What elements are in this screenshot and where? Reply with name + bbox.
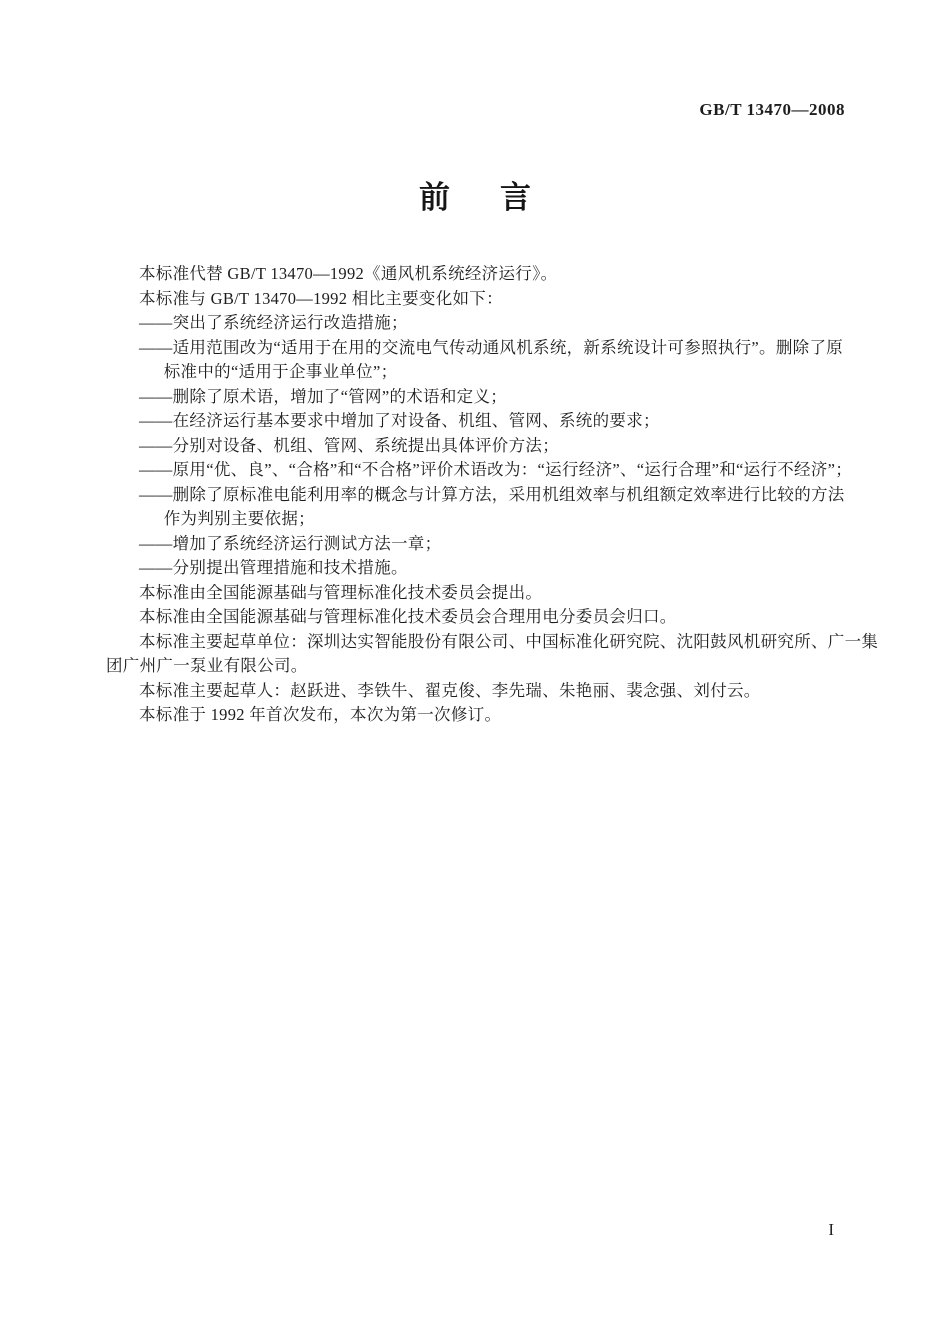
foreword-line: 本标准与 GB/T 13470—1992 相比主要变化如下： <box>139 288 503 308</box>
foreword-line: ——分别对设备、机组、管网、系统提出具体评价方法； <box>139 435 559 455</box>
foreword-line: ——适用范围改为“适用于在用的交流电气传动通风机系统，新系统设计可参照执行”。删除了原 <box>139 337 844 357</box>
foreword-title <box>0 172 950 217</box>
foreword-line: ——突出了系统经济运行改造措施； <box>139 313 408 332</box>
foreword-line: ——增加了系统经济运行测试方法一章； <box>139 533 442 553</box>
foreword-line: 本标准由全国能源基础与管理标准化技术委员会提出。 <box>139 582 543 602</box>
page-number: I <box>828 1220 834 1239</box>
foreword-line: ——删除了原术语，增加了“管网”的术语和定义； <box>139 386 508 406</box>
foreword-line: ——分别提出管理措施和技术措施。 <box>139 558 408 577</box>
foreword-line: 本标准代替 GB/T 13470—1992《通风机系统经济运行》。 <box>139 264 558 283</box>
foreword-line: 作为判别主要依据； <box>163 509 315 528</box>
foreword-line: 本标准由全国能源基础与管理标准化技术委员会合理用电分委员会归口。 <box>139 607 677 626</box>
standard-code: GB/T 13470—2008 <box>699 100 845 119</box>
foreword-line: 标准中的“适用于企事业单位”； <box>163 362 398 381</box>
foreword-line: 团广州广一泵业有限公司。 <box>106 656 308 675</box>
foreword-title-char-2: 言 <box>500 180 531 215</box>
foreword-title-char-1: 前 <box>419 180 450 215</box>
foreword-line: 本标准于 1992 年首次发布，本次为第一次修订。 <box>139 705 502 724</box>
foreword-line: 本标准主要起草人：赵跃进、李铁牛、翟克俊、李先瑞、朱艳丽、裴念强、刘付云。 <box>139 680 761 700</box>
foreword-line: 本标准主要起草单位：深圳达实智能股份有限公司、中国标准化研究院、沈阳鼓风机研究所、广一集 <box>139 631 879 651</box>
foreword-line: ——原用“优、良”、“合格”和“不合格”评价术语改为：“运行经济”、“运行合理”和“运行不经济”； <box>139 460 853 479</box>
foreword-line: ——删除了原标准电能利用率的概念与计算方法，采用机组效率与机组额定效率进行比较的方法 <box>139 484 845 504</box>
foreword-line: ——在经济运行基本要求中增加了对设备、机组、管网、系统的要求； <box>139 411 660 430</box>
foreword-body <box>106 262 879 728</box>
